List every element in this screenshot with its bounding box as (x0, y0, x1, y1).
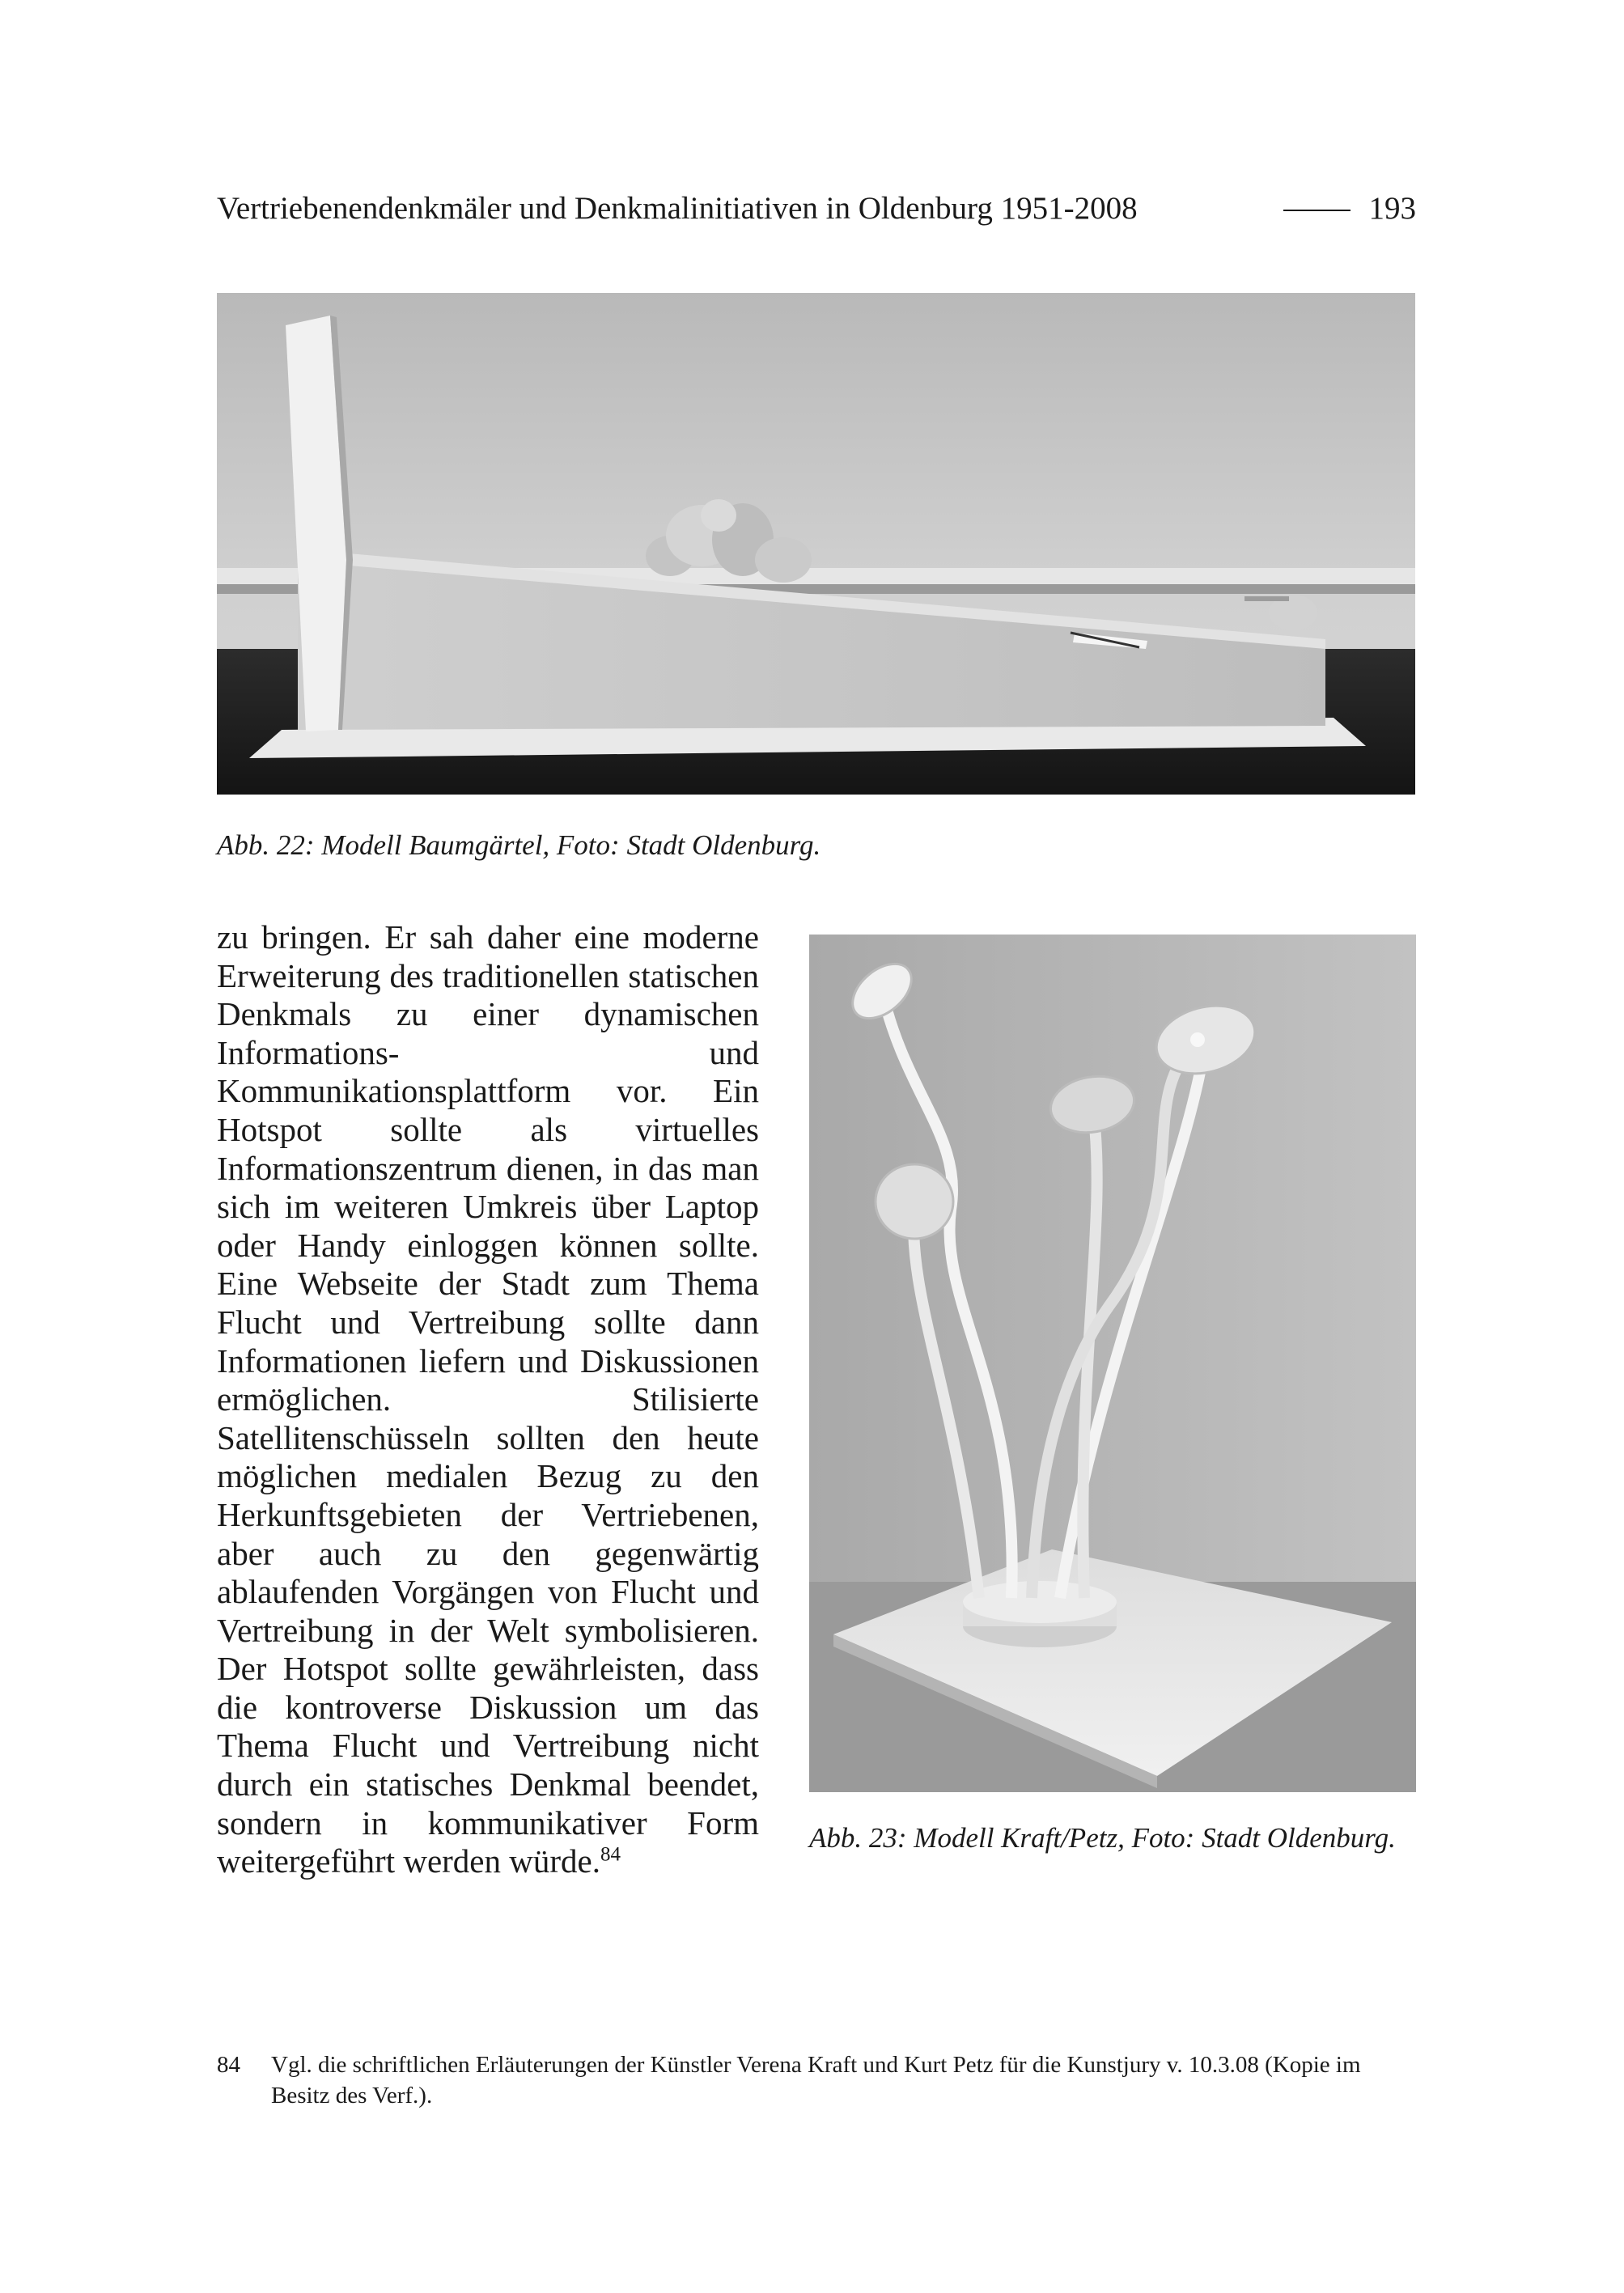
page-number: 193 (1368, 191, 1416, 226)
footnote-reference: 84 (600, 1843, 621, 1866)
figure-23-photo (809, 935, 1416, 1792)
running-title: Vertriebenendenkmäler und Denkmalinitiativen in Oldenburg 1951-2008 (217, 191, 1138, 226)
figure-23-caption: Abb. 23: Modell Kraft/Petz, Foto: Stadt Oldenburg. (809, 1822, 1396, 1854)
figure-22-photo (217, 293, 1415, 795)
paragraph-text: zu bringen. Er sah daher eine moderne Erweiterung des traditionellen statischen Denkmals zu einer dynamischen Informations- und Kommunikationsplattform vor. Ein Hotspot sollte als virtuelles Informationszentrum dienen, in das man sich im weiteren Umkreis über Laptop oder Handy einloggen können sollte. Eine Webseite der Stadt zum Thema Flucht und Vertreibung sollte dann Informationen liefern und Diskussionen ermöglichen. Stilisierte Satellitenschüsseln sollten den heute möglichen medialen Bezug zu den Herkunftsgebieten der Vertriebenen, aber auch zu den gegenwärtig ablaufenden Vorgängen von Flucht und Vertreibung in der Welt symbolisieren. Der Hotspot sollte gewährleisten, dass die kontroverse Diskussion um das Thema Flucht und Vertreibung nicht durch ein statisches Denkmal beendet, sondern in kommunikativer Form weitergeführt werden würde. (217, 918, 759, 1880)
header-rule (1283, 210, 1351, 211)
model-kraft-petz-image (809, 935, 1416, 1792)
body-paragraph (217, 918, 759, 1881)
running-header (217, 184, 1416, 233)
figure-22-caption: Abb. 22: Modell Baumgärtel, Foto: Stadt Oldenburg. (217, 829, 821, 861)
model-baumgaertel-image (217, 293, 1415, 795)
footnote-text: Vgl. die schriftlichen Erläuterungen der Künstler Verena Kraft und Kurt Petz für die Kunstjury v. 10.3.08 (Kopie im Besitz des Verf.). (271, 2052, 1361, 2109)
footnote-number: 84 (217, 2052, 240, 2078)
